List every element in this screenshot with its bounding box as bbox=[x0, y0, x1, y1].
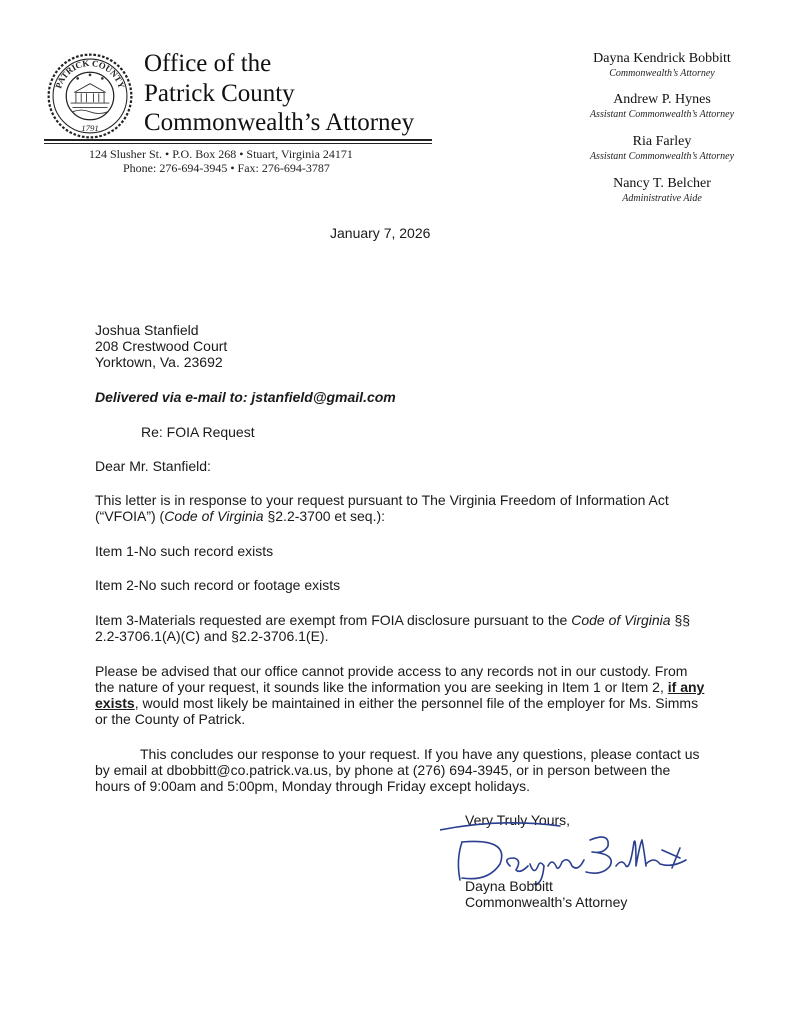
county-seal-logo bbox=[46, 52, 134, 140]
staff-title-4: Administrative Aide bbox=[622, 193, 702, 204]
item-3-text-2: §§ 2.2-3706.1(A)(C) and §2.2-3706.1(E). bbox=[95, 612, 691, 644]
intro-paragraph bbox=[95, 492, 695, 524]
signer-name: Dayna Bobbitt bbox=[465, 878, 553, 894]
letterhead-rule bbox=[44, 139, 432, 141]
salutation: Dear Mr. Stanfield: bbox=[95, 458, 211, 474]
intro-text-1: This letter is in response to your request pursuant to The Virginia Freedom of Information Act (“VFOIA”) ( bbox=[95, 492, 669, 524]
staff-name-2: Andrew P. Hynes bbox=[613, 92, 711, 107]
seal-text: PATRICK COUNTY bbox=[53, 57, 127, 90]
office-title-line2: Patrick County bbox=[144, 80, 295, 107]
recipient-name: Joshua Stanfield bbox=[95, 322, 199, 338]
staff-title-3: Assistant Commonwealth’s Attorney bbox=[589, 151, 735, 162]
valediction: Very Truly Yours, bbox=[465, 812, 571, 828]
item-1: Item 1-No such record exists bbox=[95, 543, 274, 559]
office-title-line3: Commonwealth’s Attorney bbox=[144, 109, 415, 136]
advisory-text-2: , would most likely be maintained in either the personnel file of the employer for Ms. Simms or the County of Patrick. bbox=[95, 695, 699, 727]
intro-citation: Code of Virginia bbox=[164, 508, 264, 524]
office-phone-fax: Phone: 276-694-3945 • Fax: 276-694-3787 bbox=[123, 161, 330, 175]
item-3-text-1: Item 3-Materials requested are exempt from FOIA disclosure pursuant to the bbox=[95, 612, 572, 628]
staff-name-4: Nancy T. Belcher bbox=[613, 176, 711, 191]
signer-title: Commonwealth’s Attorney bbox=[465, 894, 628, 910]
seal-year: 1791 bbox=[81, 123, 99, 134]
letterhead-rule-thin bbox=[44, 143, 432, 144]
staff-title-2: Assistant Commonwealth’s Attorney bbox=[589, 109, 735, 120]
staff-name-3: Ria Farley bbox=[632, 134, 692, 149]
re-line: Re: FOIA Request bbox=[141, 424, 255, 440]
recipient-street: 208 Crestwood Court bbox=[95, 338, 228, 354]
recipient-address bbox=[95, 322, 227, 370]
conclusion-paragraph: This concludes our response to your request. If you have any questions, please contact us by email at dbobbitt@co.patrick.va.us, by phone at (276) 694-3945, or in person between the hours of 9:00am and 5:00pm, Monday through Friday except holidays. bbox=[95, 746, 700, 794]
item-2: Item 2-No such record or footage exists bbox=[95, 577, 341, 593]
staff-title-1: Commonwealth’s Attorney bbox=[609, 68, 715, 79]
intro-text-2: §2.2-3700 et seq.): bbox=[263, 508, 386, 524]
office-address: 124 Slusher St. • P.O. Box 268 • Stuart, Virginia 24171 bbox=[89, 147, 353, 161]
recipient-city: Yorktown, Va. 23692 bbox=[95, 354, 223, 370]
delivery-note: Delivered via e-mail to: jstanfield@gmail.com bbox=[95, 389, 396, 405]
handwritten-signature bbox=[440, 820, 710, 886]
item-3-citation: Code of Virginia bbox=[571, 612, 671, 628]
item-3 bbox=[95, 612, 695, 644]
letter-date: January 7, 2026 bbox=[330, 225, 431, 241]
advisory-emphasis: if any exists bbox=[95, 679, 705, 711]
staff-name-1: Dayna Kendrick Bobbitt bbox=[593, 51, 731, 66]
office-title-line1: Office of the bbox=[144, 50, 272, 77]
advisory-text-1: Please be advised that our office cannot provide access to any records not in our custody. From the nature of your request, it sounds like the information you are seeking in Item 1 or Item 2, bbox=[95, 663, 688, 695]
advisory-paragraph bbox=[95, 663, 707, 727]
